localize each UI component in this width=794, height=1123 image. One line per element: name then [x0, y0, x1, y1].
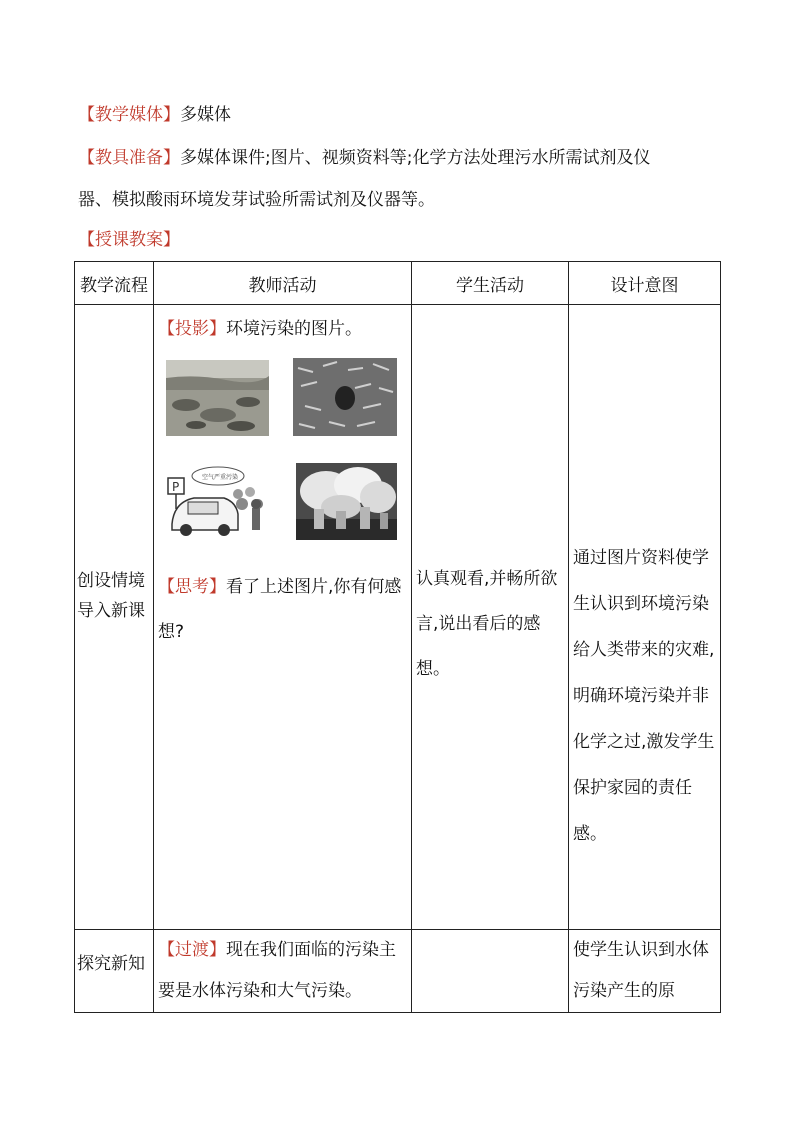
stage-text-2: 探究新知 — [77, 954, 145, 974]
stage-text: 创设情境导入新课 — [77, 571, 145, 621]
intent-cell — [569, 305, 721, 930]
student-cell — [412, 305, 569, 930]
factory-smoke-photo — [296, 463, 397, 540]
stage-cell-2 — [75, 930, 154, 1013]
stage-cell — [75, 305, 154, 930]
intent-cell-2 — [569, 930, 721, 1013]
tools-value-1: 多媒体课件;图片、视频资料等;化学方法处理污水所需试剂及仪 — [180, 148, 651, 168]
media-label: 【教学媒体】 — [78, 105, 180, 125]
projection-line — [154, 305, 411, 351]
table-header-row — [75, 262, 721, 305]
header-stage: 教学流程 — [75, 262, 154, 305]
intent-text: 通过图片资料使学生认识到环境污染给人类带来的灾难,明确环境污染并非化学之过,激发学生保护家园的责任感。 — [573, 548, 715, 844]
projection-label: 【投影】 — [158, 319, 226, 339]
intent-text-2: 使学生认识到水体污染产生的原 — [573, 940, 709, 1001]
plan-line — [78, 229, 180, 251]
projection-text: 环境污染的图片。 — [226, 319, 362, 339]
cartoon-caption: 空气严重污染 — [202, 474, 239, 481]
tools-line-1 — [78, 147, 650, 169]
media-value: 多媒体 — [180, 105, 231, 125]
think-label: 【思考】 — [158, 577, 226, 597]
svg-text:P: P — [172, 480, 180, 494]
tools-label: 【教具准备】 — [78, 148, 180, 168]
tools-line-2 — [78, 189, 435, 211]
car-exhaust-cartoon — [166, 464, 269, 540]
teacher-cell-2 — [154, 930, 412, 1013]
media-line — [78, 104, 231, 126]
header-teacher: 教师活动 — [154, 262, 412, 305]
table-row — [75, 930, 721, 1013]
header-student: 学生活动 — [412, 262, 569, 305]
transition-label: 【过渡】 — [158, 940, 226, 960]
header-intent: 设计意图 — [569, 262, 721, 305]
tools-value-2: 器、模拟酸雨环境发芽试验所需试剂及仪器等。 — [78, 190, 435, 210]
student-text: 认真观看,并畅所欲言,说出看后的感想。 — [416, 569, 558, 679]
plan-label: 【授课教案】 — [78, 230, 180, 250]
transition-text: 现在我们面临的污染主要是水体污染和大气污染。 — [158, 940, 396, 1001]
polluted-land-photo — [166, 360, 269, 436]
think-text: 看了上述图片,你有何感想? — [158, 577, 402, 642]
transition-text-block — [154, 930, 411, 1012]
dead-fish-photo — [293, 358, 397, 436]
student-cell-2 — [412, 930, 569, 1013]
